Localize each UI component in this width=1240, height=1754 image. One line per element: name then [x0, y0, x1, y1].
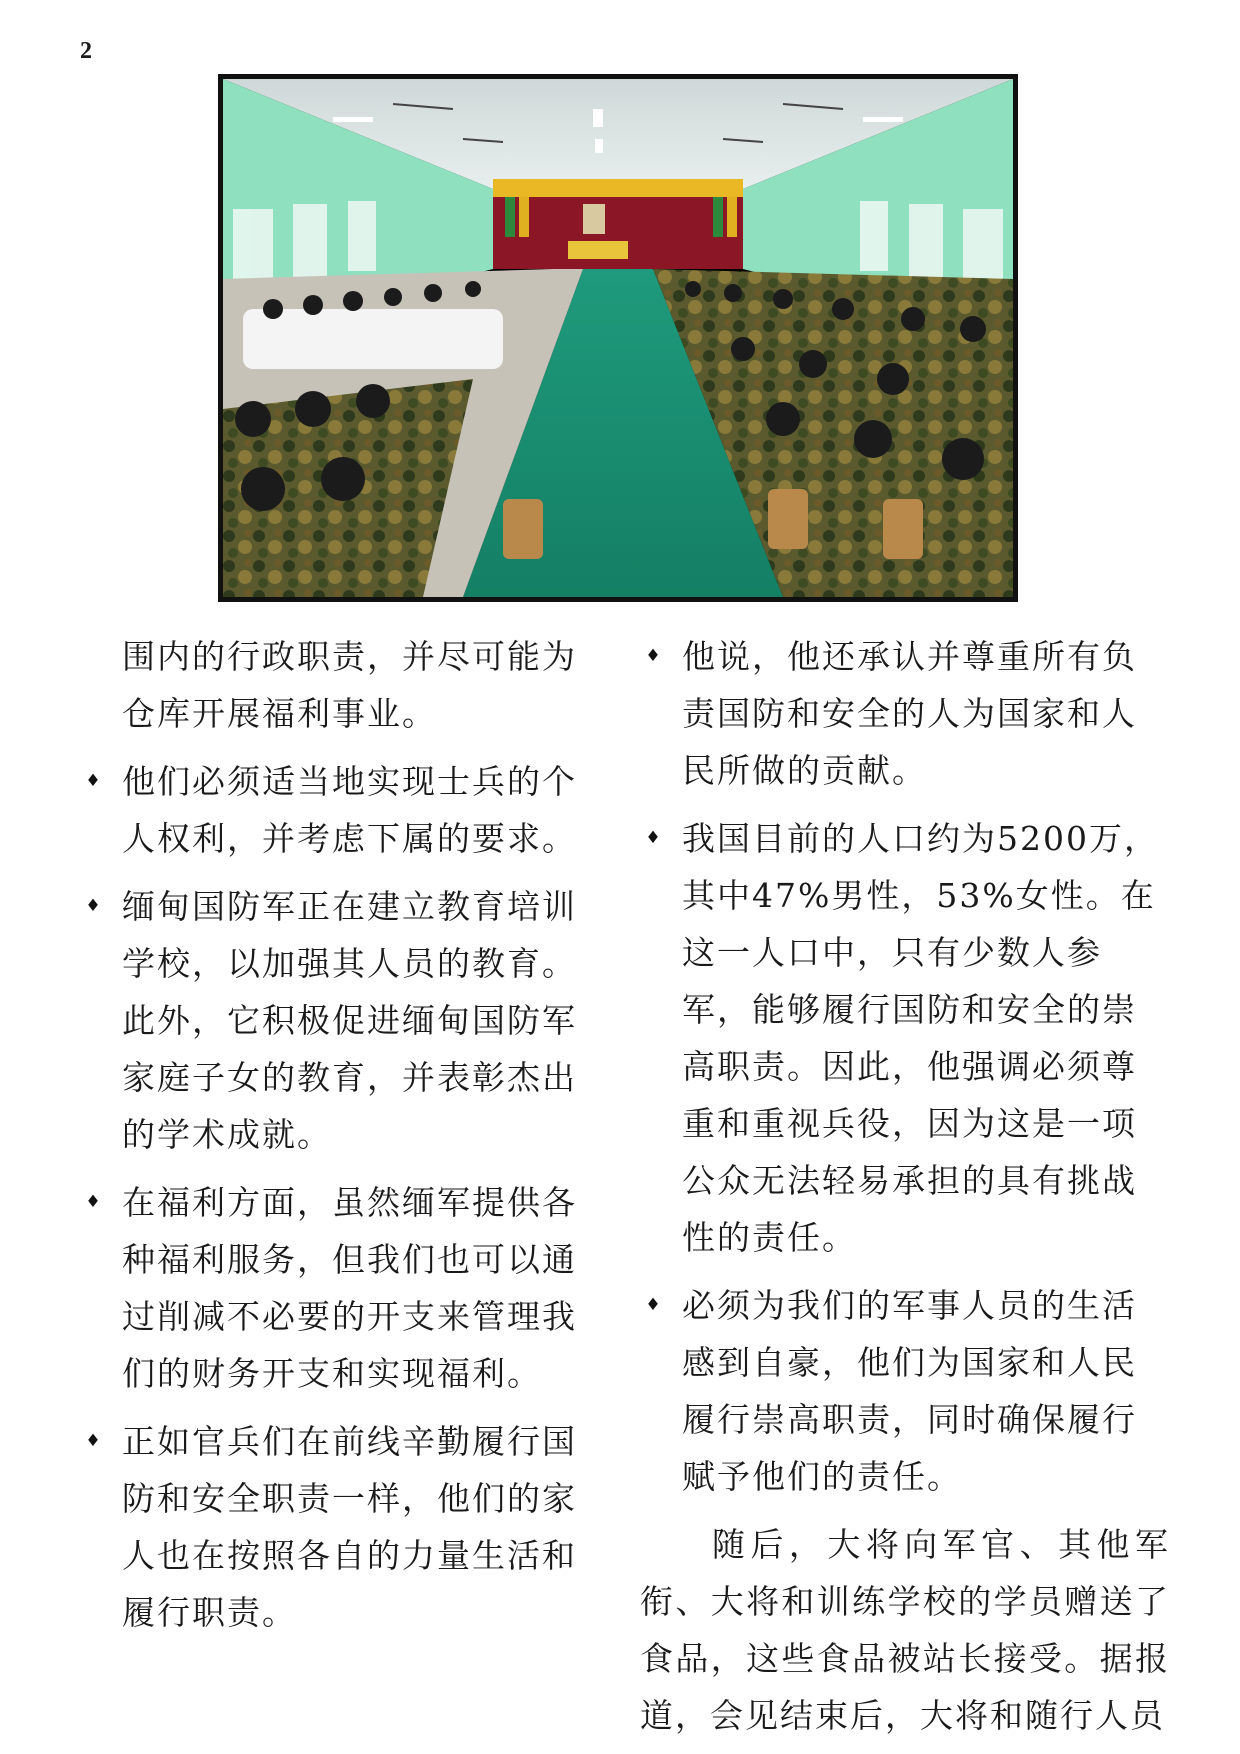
right-column	[640, 628, 1170, 1744]
body-paragraph: 随后，大将向军官、其他军衔、大将和训练学校的学员赠送了食品，这些食品被站长接受。据报道，会见结束后，大将和随行人员	[640, 1525, 1170, 1735]
assembly-hall-photo	[218, 74, 1018, 602]
bullet-text: 缅甸国防军正在建立教育培训学校，以加强其人员的教育。此外，它积极促进缅甸国防军家庭子女的教育，并表彰杰出的学术成就。	[122, 887, 577, 1154]
diamond-bullet-icon: ♦	[85, 1431, 103, 1451]
bullet-text: 正如官兵们在前线辛勤履行国防和安全职责一样，他们的家人也在按照各自的力量生活和履行职责。	[122, 1422, 577, 1632]
bullet-item	[80, 753, 610, 867]
bullet-text: 我国目前的人口约为5200万，其中47%男性，53%女性。在这一人口中，只有少数人参军，能够履行国防和安全的崇高职责。因此，他强调必须尊重和重视兵役，因为这是一项公众无法轻易承担的具有挑战性的责任。	[682, 819, 1159, 1257]
bullet-item	[80, 1174, 610, 1402]
bullet-text: 他说，他还承认并尊重所有负责国防和安全的人为国家和人民所做的贡献。	[682, 637, 1137, 790]
bullet-item	[80, 878, 610, 1163]
continued-paragraph: 围内的行政职责，并尽可能为仓库开展福利事业。	[122, 637, 577, 733]
bullet-item	[640, 628, 1170, 799]
diamond-bullet-icon: ♦	[645, 646, 663, 666]
bullet-text: 在福利方面，虽然缅军提供各种福利服务，但我们也可以通过削减不必要的开支来管理我们的财务开支和实现福利。	[122, 1183, 577, 1393]
left-column	[80, 628, 610, 1652]
bullet-item	[640, 810, 1170, 1266]
bullet-text: 必须为我们的军事人员的生活感到自豪，他们为国家和人民履行崇高职责，同时确保履行赋予他们的责任。	[682, 1286, 1137, 1496]
bullet-item	[640, 1277, 1170, 1505]
diamond-bullet-icon: ♦	[85, 1192, 103, 1212]
diamond-bullet-icon: ♦	[645, 1295, 663, 1315]
bullet-text: 他们必须适当地实现士兵的个人权利，并考虑下属的要求。	[122, 762, 577, 858]
diamond-bullet-icon: ♦	[645, 828, 663, 848]
bullet-item	[80, 1413, 610, 1641]
page-number: 2	[80, 38, 92, 64]
diamond-bullet-icon: ♦	[85, 896, 103, 916]
photo-illustration	[223, 79, 1013, 597]
diamond-bullet-icon: ♦	[85, 771, 103, 791]
